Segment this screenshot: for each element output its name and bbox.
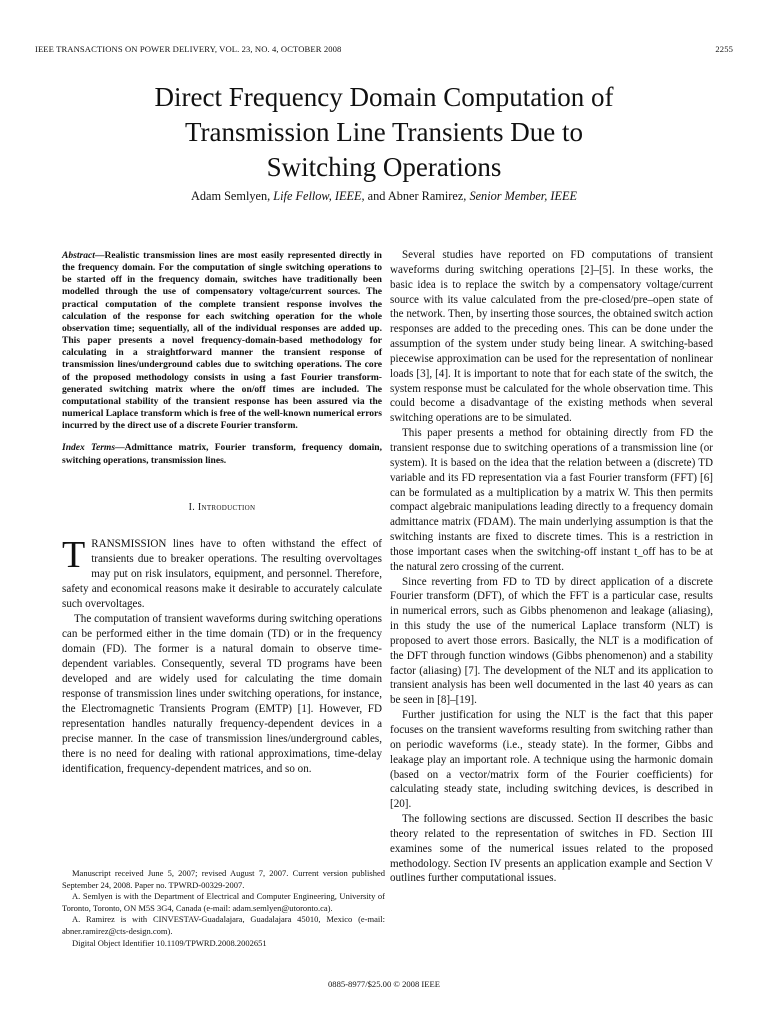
title-line: Switching Operations	[266, 152, 502, 182]
index-terms-lead: Index Terms	[62, 442, 116, 454]
author-name: Abner Ramirez,	[387, 189, 467, 203]
body-paragraph: Further justification for using the NLT is the fact that this paper focuses on the transient waveforms resulting from switching rather than on periodic waveforms (i.e., steady state). In the former, Gibbs and leakage play an important role. A technique using the harmonic domain (based on a vector/matrix form of the Fourier coefficients) for calculating steady state, including switching devices, is described in [20].	[390, 709, 713, 811]
author-conjunction: and	[367, 189, 386, 203]
section-numeral: I.	[188, 501, 196, 513]
intro-paragraph: The computation of transient waveforms during switching operations can be performed either in the time domain (TD) or in the frequency domain (FD). The former is a natural domain to observe time-dependent variables. Consequently, several TD programs have been developed and are widely used for calculating the time domain response of transmission lines under switching operations, for instance, the Electromagnetic Transients Program (EMTP) [1]. However, FD representation handles naturally frequency-dependent devices in a precise manner. In the case of transmission lines/underground cables, there is no need for dealing with rational approximations, time-delay identification, frequency-dependent matrices, and so on.	[62, 613, 382, 776]
intro-paragraph-text: RANSMISSION lines have to often withstand the effect of transients due to breaker operations. The resulting overvoltages may put on risk insulators, equipment, and personnel. Therefore, safety and economical reasons make it desirable to accurately calculate such overvoltages.	[62, 538, 382, 611]
left-column	[62, 250, 382, 777]
body-paragraph: Since reverting from FD to TD by direct application of a discrete Fourier transform (DFT), of which the FFT is a particular case, results in numerical errors, such as Gibbs phenomenon and leakage (aliasing), in this study the use of the numerical Laplace transform (NLT) is proposed to avert those errors. Basically, the NLT is a modification of the DFT through function windows (Gibbs phenomenon) and a stability factor (aliasing) [7]. The development of the NLT and its application to transient analysis has been well documented in the last 40 years as can be seen in [8]–[19].	[390, 575, 713, 707]
footnote: A. Ramirez is with CINVESTAV-Guadalajara, Guadalajara 45010, Mexico (e-mail: abner.ramirez@cts-design.com).	[62, 914, 385, 936]
author-title: Life Fellow, IEEE,	[273, 189, 365, 203]
journal-name: IEEE TRANSACTIONS ON POWER DELIVERY, VOL. 23, NO. 4, OCTOBER 2008	[35, 44, 342, 54]
author-name: Adam Semlyen,	[190, 189, 271, 203]
index-terms-text: —Admittance matrix, Fourier transform, frequency domain, switching operations, transmission lines.	[62, 442, 383, 466]
abstract-lead: Abstract	[62, 250, 95, 261]
title-line: Transmission Line Transients Due to	[184, 117, 584, 147]
body-paragraph: The following sections are discussed. Section II describes the basic theory related to the representation of switches in FD. Section III examines some of the numerical issues related to the proposed methodology. Section IV presents an application example and Section V outlines further computational issues.	[390, 813, 713, 885]
footnote: Digital Object Identifier 10.1109/TPWRD.2008.2002651	[72, 937, 267, 948]
body-paragraph: This paper presents a method for obtaining directly from FD the transient response due to switching operations of a transmission line (or system). It is based on the idea that the relation between a (discrete) TD variable and its FD representation via a fast Fourier transform (FFT) [6] can be formulated as a multiplication by a matrix W. This then permits compact algebraic manipulations leading directly to a frequency domain admittance matrix (FDAM). The main underlying assumption is that the switching instants are fixed to discrete times. This is a restriction in those important cases when the switching-off instant t_off has to be at the natural zero crossing of the current.	[390, 427, 713, 573]
paper-title	[60, 80, 708, 185]
footnote: A. Semlyen is with the Department of Electrical and Computer Engineering, University of Toronto, Toronto, ON M5S 3G4, Canada (e-mail: adam.semlyen@utoronto.ca).	[62, 891, 385, 913]
page-number: 2255	[715, 44, 733, 54]
section-title: Introduction	[197, 501, 256, 513]
title-line: Direct Frequency Domain Computation of	[154, 82, 614, 112]
author-line	[40, 189, 728, 204]
copyright-footer: 0885-8977/$25.00 © 2008 IEEE	[327, 979, 441, 989]
body-paragraph: Several studies have reported on FD computations of transient waveforms during switching operations [2]–[5]. In these works, the basic idea is to replace the switch by a compensatory voltage/current source with its value calculated from the pre-closed/pre–open state of the network. Then, by inserting those sources, the obtained switch action responses are added to the preceding ones. This can be done under the assumption of the system under study being linear. A switching-based piecewise approximation can be used for the representation of nonlinear loads [3], [4]. It is important to note that for each state of the switch, the system response must be calculated for the whole observation time. This could become a disadvantage of the existing methods when several switching operations are to be simulated.	[390, 249, 713, 425]
abstract-text: —Realistic transmission lines are most easily represented directly in the frequency domain. For the computation of single switching operations to be started off in the frequency domain, switches have traditionally been modelled through the use of compensatory voltage/current sources. The practical computation of the complete transient response involves the calculation of the response for each switching operation for the whole observation time; sequentially, all of the individual responses are added up. This paper presents a novel frequency-domain-based methodology for calculating in a straightforward manner the transient response of transmission lines/underground cables due to switching operations. The core of the proposed methodology consists in using a fast Fourier transform-generated switching matrix where the on/off times are included. The computational stability of the transient response has been assured via the numerical Laplace transform which is free of the well-known numerical errors incurred by the direct use of a discrete Fourier transform.	[62, 250, 382, 432]
intro-paragraph	[62, 534, 382, 612]
abstract	[62, 250, 382, 432]
index-terms	[62, 442, 382, 466]
footnotes	[62, 868, 385, 949]
right-column	[390, 248, 713, 886]
section-heading	[62, 501, 382, 516]
footnote: Manuscript received June 5, 2007; revised August 7, 2007. Current version published September 24, 2008. Paper no. TPWRD-00329-2007.	[62, 868, 385, 890]
drop-cap: T	[62, 534, 86, 577]
author-title: Senior Member, IEEE	[469, 189, 578, 203]
